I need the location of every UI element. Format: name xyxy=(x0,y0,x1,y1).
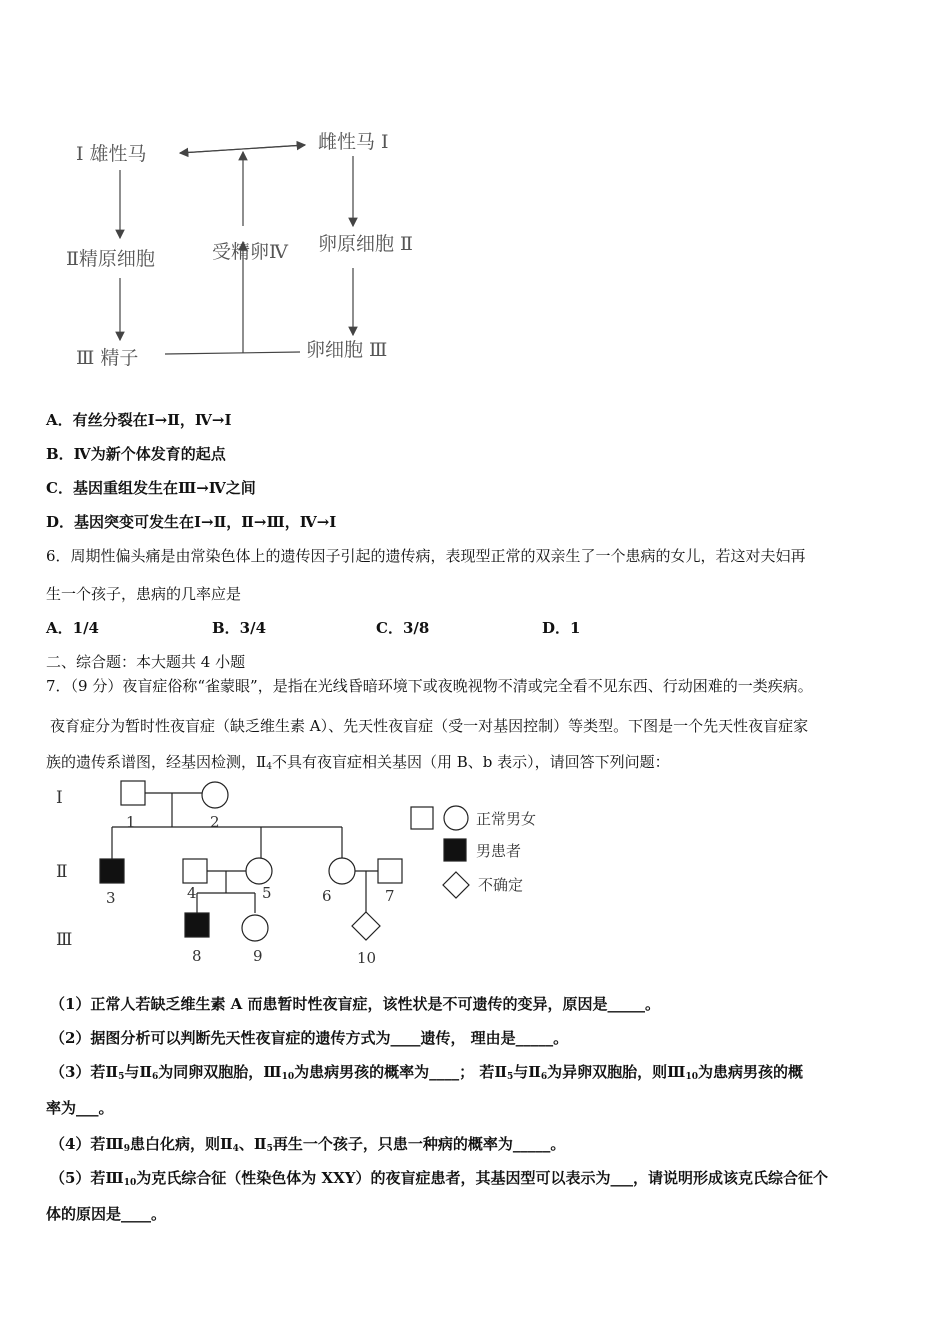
legend-normal-female-icon xyxy=(444,806,468,830)
id-label-9: 9 xyxy=(253,947,263,965)
legend-unknown-label: 不确定 xyxy=(478,876,524,894)
section-heading: 二、综合题：本大题共 4 小题 xyxy=(46,653,246,671)
q6-option-d: D．1 xyxy=(542,619,581,637)
q7-stem-line3 xyxy=(46,752,670,777)
q7-sub3-text-4: 为患病男孩的概率为____； 若Ⅱ xyxy=(294,1063,507,1081)
q7-sub4-text-1: （4）若Ⅲ xyxy=(50,1135,124,1153)
node-IV-zygote: 受精卵Ⅳ xyxy=(212,241,288,263)
q7-sub4-text-3: 、Ⅱ xyxy=(238,1135,267,1153)
id-label-8: 8 xyxy=(192,947,202,965)
individual-3-affected-male xyxy=(100,859,124,883)
q7-sub3-text-7: 为患病男孩的概 xyxy=(697,1063,803,1081)
id-label-1: 1 xyxy=(126,813,136,831)
node-I-male: Ⅰ 雄性马 xyxy=(76,143,147,165)
q6-stem-line1: 6．周期性偏头痛是由常染色体上的遗传因子引起的遗传病，表现型正常的双亲生了一个患病的女儿，若这对夫妇再 xyxy=(46,547,806,565)
individual-8-affected-male xyxy=(185,913,209,937)
q7-sub3-text-2: 与Ⅱ xyxy=(124,1063,153,1081)
q6-option-a: A．1/4 xyxy=(46,619,99,637)
q7-sub3-text-5: 与Ⅱ xyxy=(513,1063,541,1081)
q7-sub5-sub-1: 10 xyxy=(123,1178,137,1188)
legend-normal-label: 正常男女 xyxy=(476,810,537,828)
individual-1-male xyxy=(121,781,145,805)
q7-line3-text-a: 族的遗传系谱图，经基因检测，Ⅱ xyxy=(46,753,267,771)
q7-sub3-sub-3: 10 xyxy=(281,1072,295,1082)
q7-sub3-sub-1: 5 xyxy=(118,1072,125,1082)
individual-4-male xyxy=(183,859,207,883)
id-label-3: 3 xyxy=(106,889,116,907)
individual-6-female xyxy=(329,858,355,884)
legend-affected-male-icon xyxy=(444,839,466,861)
id-label-4: 4 xyxy=(187,884,197,902)
q7-sub2: （2）据图分析可以判断先天性夜盲症的遗传方式为____遗传， 理由是_____。 xyxy=(50,1029,569,1047)
q6-option-b: B．3/4 xyxy=(212,619,267,637)
q6-stem-line2: 生一个孩子，患病的几率应是 xyxy=(46,585,242,603)
generation-III-label: Ⅲ xyxy=(56,930,73,950)
individual-2-female xyxy=(202,782,228,808)
individual-7-male xyxy=(378,859,402,883)
pedigree-chart xyxy=(46,775,606,975)
q7-sub3-sub-5: 6 xyxy=(540,1072,548,1082)
q7-stem-line2: 夜育症分为暂时性夜盲症（缺乏维生素 A）、先天性夜盲症（受一对基因控制）等类型。下图是一个先天性夜盲症家 xyxy=(50,717,809,735)
q7-sub4 xyxy=(50,1134,565,1159)
legend-patient-label: 男患者 xyxy=(476,842,522,860)
generation-I-label: Ⅰ xyxy=(56,788,63,808)
id-label-2: 2 xyxy=(210,813,220,831)
line-gametes-join xyxy=(165,352,300,354)
individual-10-unknown xyxy=(352,912,380,940)
q7-sub5-line2: 体的原因是____。 xyxy=(46,1205,167,1223)
generation-II-label: Ⅱ xyxy=(56,862,68,882)
q6-option-c: C．3/8 xyxy=(376,619,430,637)
node-I-female: 雌性马 Ⅰ xyxy=(318,131,389,153)
id-label-10: 10 xyxy=(357,949,377,967)
node-III-sperm: Ⅲ 精子 xyxy=(76,347,139,369)
node-II-oogonium: 卵原细胞 Ⅱ xyxy=(318,233,413,255)
arrow-female-to-male xyxy=(180,145,305,153)
q7-sub1: （1）正常人若缺乏维生素 A 而患暂时性夜盲症，该性状是不可遗传的变异，原因是_____。 xyxy=(50,995,661,1013)
q5-option-b: B．Ⅳ为新个体发育的起点 xyxy=(46,445,226,463)
q7-sub3-text-6: 为异卵双胞胎，则Ⅲ xyxy=(547,1063,686,1081)
q5-option-c: C．基因重组发生在Ⅲ→Ⅳ之间 xyxy=(46,479,256,497)
q7-sub3-sub-4: 5 xyxy=(506,1072,514,1082)
q7-sub3-sub-2: 6 xyxy=(152,1072,159,1082)
legend-normal-male-icon xyxy=(411,807,433,829)
q7-line3-text-b: 不具有夜盲症相关基因（用 B、b 表示），请回答下列问题： xyxy=(271,753,670,771)
q7-sub3-text-1: （3）若Ⅱ xyxy=(50,1063,119,1081)
q7-sub3-line2: 率为___。 xyxy=(46,1099,114,1117)
id-label-6: 6 xyxy=(322,887,332,905)
q7-sub3-text-3: 为同卵双胞胎，Ⅲ xyxy=(158,1063,282,1081)
q7-line3-sub: 4 xyxy=(266,762,272,772)
q7-sub3-sub-6: 10 xyxy=(685,1072,698,1082)
q5-option-a: A．有丝分裂在Ⅰ→Ⅱ，Ⅳ→Ⅰ xyxy=(46,411,232,429)
q7-sub5-text-2: 为克氏综合征（性染色体为 XXY）的夜盲症患者，其基因型可以表示为___，请说明形成该克氏综合征个 xyxy=(136,1169,828,1187)
node-III-egg: 卵细胞 Ⅲ xyxy=(306,339,388,361)
q7-sub4-sub-3: 5 xyxy=(266,1144,273,1154)
q7-sub4-sub-2: 4 xyxy=(232,1144,239,1154)
individual-5-female xyxy=(246,858,272,884)
q7-sub5-text-1: （5）若Ⅲ xyxy=(50,1169,124,1187)
legend-unknown-icon xyxy=(443,872,469,898)
id-label-7: 7 xyxy=(385,887,395,905)
node-II-spermatogonium: Ⅱ精原细胞 xyxy=(66,248,155,270)
q7-sub4-text-4: 再生一个孩子，只患一种病的概率为_____。 xyxy=(272,1135,566,1153)
individual-9-female xyxy=(242,915,268,941)
q5-option-d: D．基因突变可发生在Ⅰ→Ⅱ，Ⅱ→Ⅲ，Ⅳ→Ⅰ xyxy=(46,513,337,531)
q7-sub5-line1 xyxy=(50,1168,828,1193)
reproduction-diagram xyxy=(60,120,460,380)
id-label-5: 5 xyxy=(262,884,272,902)
q7-stem-line1: 7．（9 分）夜盲症俗称“雀蒙眼”，是指在光线昏暗环境下或夜晚视物不清或完全看不见东西、行动困难的一类疾病。 xyxy=(46,677,813,695)
q7-sub4-sub-1: 9 xyxy=(123,1144,130,1154)
q7-sub3-line1 xyxy=(50,1062,803,1087)
q7-sub4-text-2: 患白化病，则Ⅱ xyxy=(129,1135,233,1153)
